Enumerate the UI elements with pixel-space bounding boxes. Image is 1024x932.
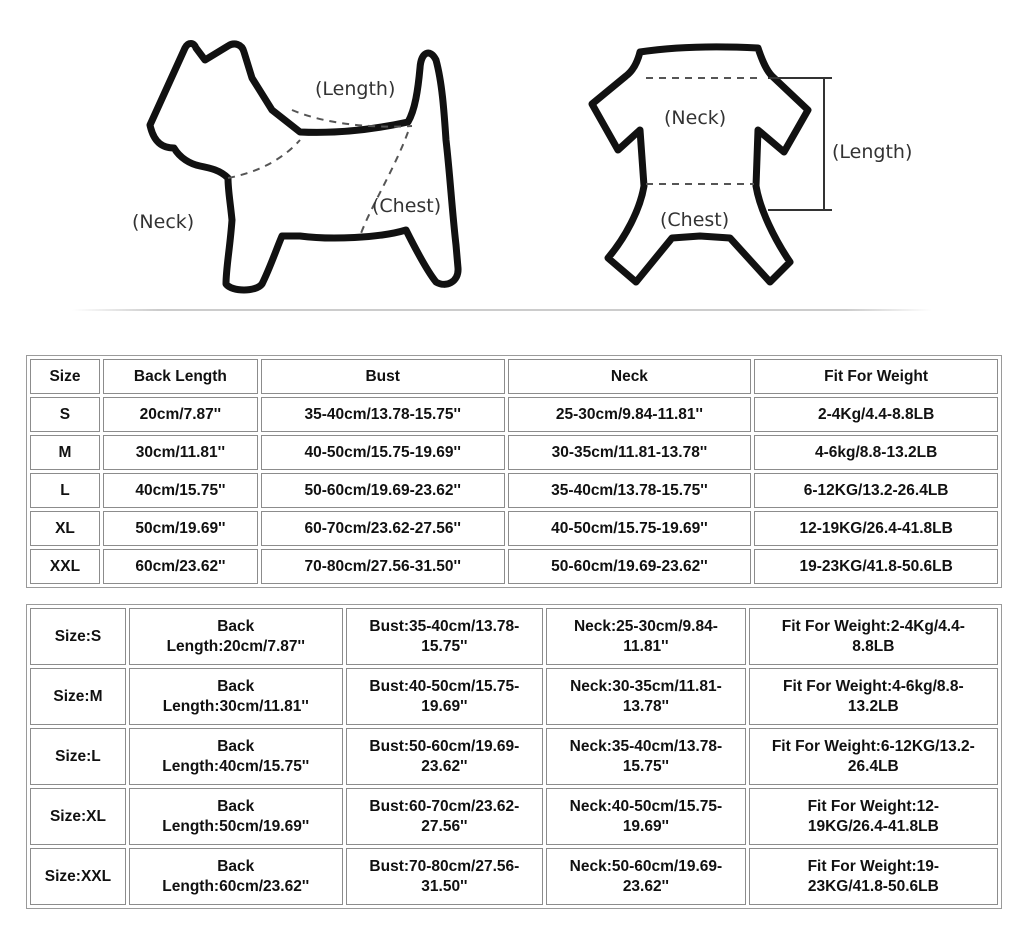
table-cell bbox=[749, 728, 998, 785]
cell-line: 23.62'' bbox=[421, 757, 468, 775]
cell-line: Bust:50-60cm/19.69- bbox=[369, 737, 520, 755]
table-cell bbox=[346, 608, 544, 665]
cell-line: Size:XL bbox=[49, 807, 106, 825]
table-cell: 60cm/23.62'' bbox=[103, 549, 258, 584]
cell-line: Length:50cm/19.69'' bbox=[162, 817, 310, 835]
table-cell bbox=[30, 608, 126, 665]
garment-chest-label: (Chest) bbox=[660, 209, 730, 231]
cell-line: Size:XXL bbox=[44, 867, 112, 885]
table-cell: 30cm/11.81'' bbox=[103, 435, 258, 470]
table-cell: 2-4Kg/4.4-8.8LB bbox=[754, 397, 998, 432]
garment-length-label: (Length) bbox=[832, 141, 913, 163]
column-header: Back Length bbox=[103, 359, 258, 394]
cell-line: 27.56'' bbox=[421, 817, 468, 835]
table-cell: 50-60cm/19.69-23.62'' bbox=[261, 473, 505, 508]
column-header: Neck bbox=[508, 359, 752, 394]
table-row bbox=[30, 728, 998, 785]
table-cell bbox=[546, 668, 746, 725]
cell-line: Length:60cm/23.62'' bbox=[162, 877, 310, 895]
cell-line: 13.2LB bbox=[847, 697, 899, 715]
table-cell bbox=[749, 668, 998, 725]
table-cell: 6-12KG/13.2-26.4LB bbox=[754, 473, 998, 508]
cell-line: Bust:60-70cm/23.62- bbox=[369, 797, 520, 815]
cell-line: Fit For Weight:2-4Kg/4.4- bbox=[781, 617, 965, 635]
table-row bbox=[30, 608, 998, 665]
cell-line: Back bbox=[217, 677, 255, 695]
cell-line: Neck:25-30cm/9.84- bbox=[573, 617, 718, 635]
size-table bbox=[26, 355, 1002, 588]
table-cell: 40-50cm/15.75-19.69'' bbox=[261, 435, 505, 470]
cell-line: 19.69'' bbox=[421, 697, 468, 715]
cell-line: 15.75'' bbox=[622, 757, 669, 775]
table-cell: 40cm/15.75'' bbox=[103, 473, 258, 508]
cell-line: Neck:50-60cm/19.69- bbox=[569, 857, 723, 875]
table-cell bbox=[749, 848, 998, 905]
cell-line: Length:20cm/7.87'' bbox=[166, 637, 305, 655]
table-cell: S bbox=[30, 397, 100, 432]
dog-neck-label: (Neck) bbox=[132, 211, 195, 233]
column-header: Fit For Weight bbox=[754, 359, 998, 394]
table-cell bbox=[129, 848, 343, 905]
header-row bbox=[30, 359, 998, 394]
table-cell: 20cm/7.87'' bbox=[103, 397, 258, 432]
cell-line: 23KG/41.8-50.6LB bbox=[807, 877, 939, 895]
table-row bbox=[30, 435, 998, 470]
table-row bbox=[30, 848, 998, 905]
table-cell bbox=[129, 788, 343, 845]
table-cell bbox=[546, 848, 746, 905]
table-cell bbox=[749, 608, 998, 665]
table-cell bbox=[546, 788, 746, 845]
table-cell bbox=[30, 848, 126, 905]
cell-line: 13.78'' bbox=[622, 697, 669, 715]
table-row bbox=[30, 549, 998, 584]
table-cell bbox=[129, 608, 343, 665]
table-cell bbox=[30, 668, 126, 725]
cell-line: Back bbox=[217, 737, 255, 755]
table-cell: 60-70cm/23.62-27.56'' bbox=[261, 511, 505, 546]
table-row bbox=[30, 397, 998, 432]
cell-line: Neck:35-40cm/13.78- bbox=[569, 737, 723, 755]
cell-line: Back bbox=[217, 617, 255, 635]
table-cell: 25-30cm/9.84-11.81'' bbox=[508, 397, 752, 432]
cell-line: Fit For Weight:4-6kg/8.8- bbox=[783, 677, 964, 695]
table-cell: XL bbox=[30, 511, 100, 546]
cell-line: Length:30cm/11.81'' bbox=[162, 697, 309, 715]
dog-outline-icon bbox=[150, 44, 458, 291]
table-cell: 30-35cm/11.81-13.78'' bbox=[508, 435, 752, 470]
cell-line: Neck:40-50cm/15.75- bbox=[569, 797, 723, 815]
table-cell bbox=[346, 788, 544, 845]
table-cell bbox=[30, 788, 126, 845]
table-cell bbox=[129, 668, 343, 725]
cell-line: Size:S bbox=[54, 627, 102, 645]
table-row bbox=[30, 511, 998, 546]
table-cell: 4-6kg/8.8-13.2LB bbox=[754, 435, 998, 470]
column-header: Size bbox=[30, 359, 100, 394]
dog-chest-label: (Chest) bbox=[372, 195, 442, 217]
table-cell: L bbox=[30, 473, 100, 508]
cell-line: 19.69'' bbox=[622, 817, 669, 835]
table-cell: 19-23KG/41.8-50.6LB bbox=[754, 549, 998, 584]
cell-line: Length:40cm/15.75'' bbox=[162, 757, 310, 775]
cell-line: Back bbox=[217, 857, 255, 875]
cell-line: 23.62'' bbox=[622, 877, 669, 895]
cell-line: 8.8LB bbox=[852, 637, 895, 655]
cell-line: Bust:35-40cm/13.78- bbox=[369, 617, 520, 635]
table-cell: 40-50cm/15.75-19.69'' bbox=[508, 511, 752, 546]
table-cell bbox=[346, 848, 544, 905]
cell-line: Bust:40-50cm/15.75- bbox=[369, 677, 520, 695]
table-cell bbox=[346, 728, 544, 785]
cell-line: Fit For Weight:12- bbox=[807, 797, 940, 815]
cell-line: Back bbox=[217, 797, 255, 815]
table-cell bbox=[346, 668, 544, 725]
size-detail-table bbox=[26, 604, 1002, 909]
table-cell: XXL bbox=[30, 549, 100, 584]
table-row bbox=[30, 473, 998, 508]
table-cell: M bbox=[30, 435, 100, 470]
cell-line: Size:M bbox=[53, 687, 103, 705]
table-cell: 50cm/19.69'' bbox=[103, 511, 258, 546]
divider bbox=[72, 309, 932, 311]
cell-line: Size:L bbox=[55, 747, 101, 765]
cell-line: Bust:70-80cm/27.56- bbox=[369, 857, 520, 875]
table-row bbox=[30, 668, 998, 725]
column-header: Bust bbox=[261, 359, 505, 394]
measurement-illustration bbox=[0, 0, 1024, 320]
table-cell bbox=[30, 728, 126, 785]
garment-outline-icon bbox=[592, 47, 808, 282]
cell-line: 31.50'' bbox=[421, 877, 468, 895]
table-cell: 35-40cm/13.78-15.75'' bbox=[508, 473, 752, 508]
table-cell: 12-19KG/26.4-41.8LB bbox=[754, 511, 998, 546]
dog-length-label: (Length) bbox=[315, 78, 396, 100]
measurement-diagram bbox=[0, 0, 1024, 320]
table-cell bbox=[546, 728, 746, 785]
table-cell bbox=[129, 728, 343, 785]
cell-line: 15.75'' bbox=[421, 637, 468, 655]
cell-line: Fit For Weight:6-12KG/13.2- bbox=[771, 737, 975, 755]
table-cell: 70-80cm/27.56-31.50'' bbox=[261, 549, 505, 584]
cell-line: 26.4LB bbox=[847, 757, 899, 775]
table-cell: 50-60cm/19.69-23.62'' bbox=[508, 549, 752, 584]
cell-line: 19KG/26.4-41.8LB bbox=[807, 817, 939, 835]
table-row bbox=[30, 788, 998, 845]
cell-line: 11.81'' bbox=[623, 637, 669, 655]
garment-neck-label: (Neck) bbox=[664, 107, 727, 129]
cell-line: Fit For Weight:19- bbox=[807, 857, 940, 875]
cell-line: Neck:30-35cm/11.81- bbox=[570, 677, 722, 695]
table-cell bbox=[546, 608, 746, 665]
table-cell: 35-40cm/13.78-15.75'' bbox=[261, 397, 505, 432]
table-cell bbox=[749, 788, 998, 845]
